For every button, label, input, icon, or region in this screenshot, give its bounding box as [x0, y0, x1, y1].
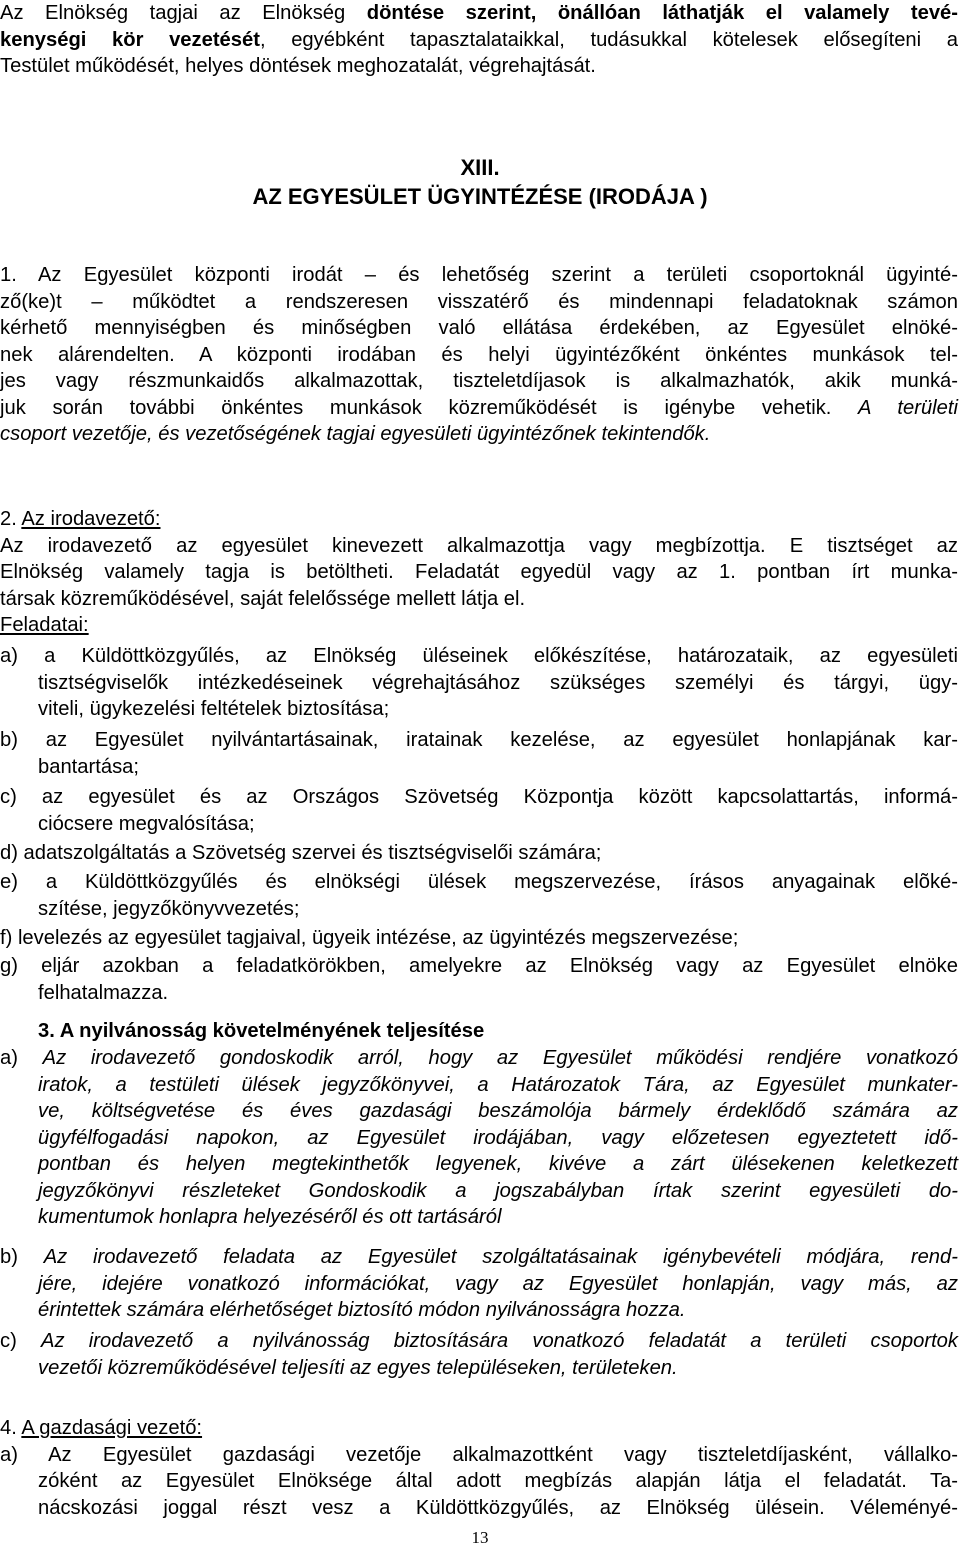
- intro-line-2: kenységi kör vezetését, egyébként tapasztalataikkal, tudásukkal kötelesek elősegíteni a: [0, 28, 958, 51]
- section-1-paragraph: [0, 262, 958, 448]
- section-1-line: jes vagy részmunkaidős alkalmazottak, tiszteletdíjasok is alkalmazhatók, akik munká-: [0, 370, 958, 392]
- task-item-a: a) a Küldöttközgyűlés, az Elnökség üléseinek előkészítése, határozataik, az egyesületi tisztségviselők intézkedéseinek végrehajtásához szükséges személyi és tárgyi, ügy- viteli, ügykezelési feltételek biztosítása;: [0, 645, 958, 720]
- section-1-line: nek alárendelten. A központi irodában és helyi ügyintézőként önkéntes munkások tel-: [0, 343, 958, 366]
- section-3-heading: 3. A nyilvánosság követelményének teljesítése: [38, 1020, 485, 1042]
- task-item-d: d) adatszolgáltatás a Szövetség szervei és tisztségviselői számára;: [0, 842, 602, 864]
- section-2-line: társak közreműködésével, saját felelőssége mellett látja el.: [0, 587, 526, 610]
- section-1-line: kérhető mennyiségben és minőségben való ellátása érdekében, az Egyesület elnöké-: [0, 317, 958, 339]
- task-item-c: c) az egyesület és az Országos Szövetség Központja között kapcsolattartás, informá- ciócsere megvalósítása;: [0, 786, 958, 835]
- section-2-tasks-label: Feladatai:: [0, 614, 89, 636]
- section-2-heading: 2. Az irodavezető:: [0, 508, 161, 530]
- task-item-g: g) eljár azokban a feladatkörökben, amelyekre az Elnökség vagy az Egyesület elnöke felhatalmazza.: [0, 955, 958, 1004]
- section-2: [0, 506, 958, 639]
- section-1-line: 1. Az Egyesület központi irodát – és lehetőség szerint a területi csoportoknál ügyinté-: [0, 264, 958, 286]
- intro-paragraph: [0, 0, 958, 80]
- section-4-heading: 4. A gazdasági vezető:: [0, 1417, 203, 1439]
- section-2-line: Elnökség valamely tagja is betöltheti. Feladatát egyedül vagy az 1. pontban írt munka-: [0, 561, 958, 583]
- task-item-b: b) az Egyesület nyilvántartásainak, iratainak kezelése, az egyesület honlapjának kar- bantartása;: [0, 729, 958, 778]
- section-2-line: Az irodavezető az egyesület kinevezett alkalmazottja vagy megbízottja. E tisztséget az: [0, 534, 958, 557]
- intro-line-3: Testület működését, helyes döntések meghozatalát, végrehajtását.: [0, 55, 596, 77]
- section-4: 4. A gazdasági vezető: a) Az Egyesület gazdasági vezetője alkalmazottként vagy tiszteletdíjasként, vállalko- zóként az Egyesület Elnöksége által adott megbízás alapján látja el feladatát. Ta- nácskozási joggal részt vesz a Küldöttközgyűlés, az Elnökség ülésein. Véleményé-: [0, 1417, 958, 1519]
- section-1-line: ző(ke)t – működtet a rendszeresen visszatérő és mindennapi feladatoknak számon: [0, 290, 958, 313]
- chapter-number: XIII.: [460, 155, 500, 180]
- task-item-e: e) a Küldöttközgyűlés és elnökségi ülések megszervezése, írásos anyagainak elõké- szítése, jegyzőkönyvvezetés;: [0, 871, 958, 920]
- task-item-f: f) levelezés az egyesület tagjaival, ügyeik intézése, az ügyintézés megszervezése;: [0, 927, 739, 949]
- publicity-item-a: a) Az irodavezető gondoskodik arról, hogy az Egyesület működési rendjére vonatkozó iratok, a testületi ülések jegyzőkönyvei, a Határozatok Tára, az Egyesület munkater- ve, költségvetése és éves gazdasági beszámolója bármely érdeklődő számára az ügyfélfogadási napokon, az Egyesület irodájában, vagy előzetesen egyeztetett idő- pontban és helyen megtekinthetők legyenek, kivéve a zárt ülésekenen keletkezett jegyzőkönyvi részleteket Gondoskodik a jogszabályban írtak szerint egyesületi do- kumentumok honlapra helyezéséről és ott tartásáról: [0, 1047, 958, 1228]
- section-1-line: juk során további önkéntes munkások közreműködését is igénybe vehetik. A területi: [0, 396, 958, 419]
- chapter-title: AZ EGYESÜLET ÜGYINTÉZÉSE (IRODÁJA ): [252, 184, 708, 209]
- page-number: 13: [471, 1528, 489, 1547]
- publicity-item-b: b) Az irodavezető feladata az Egyesület szolgáltatásainak igénybevételi módjára, rend- jére, idejére vonatkozó információkat, vagy az Egyesület honlapján, vagy más, az érintettek számára elérhetőséget biztosító módon nyilvánosságra hozza.: [0, 1246, 958, 1321]
- section-1-italic-line: csoport vezetője, és vezetőségének tagjai egyesületi ügyintézőnek tekintendők.: [0, 423, 711, 445]
- intro-line-1: Az Elnökség tagjai az Elnökség döntése szerint, önállóan láthatják el valamely tevé-: [0, 2, 958, 24]
- publicity-item-c: c) Az irodavezető a nyilvánosság biztosítására vonatkozó feladatát a területi csoportok vezetői közreműködésével teljesíti az egyes településeken, területeken.: [0, 1330, 958, 1379]
